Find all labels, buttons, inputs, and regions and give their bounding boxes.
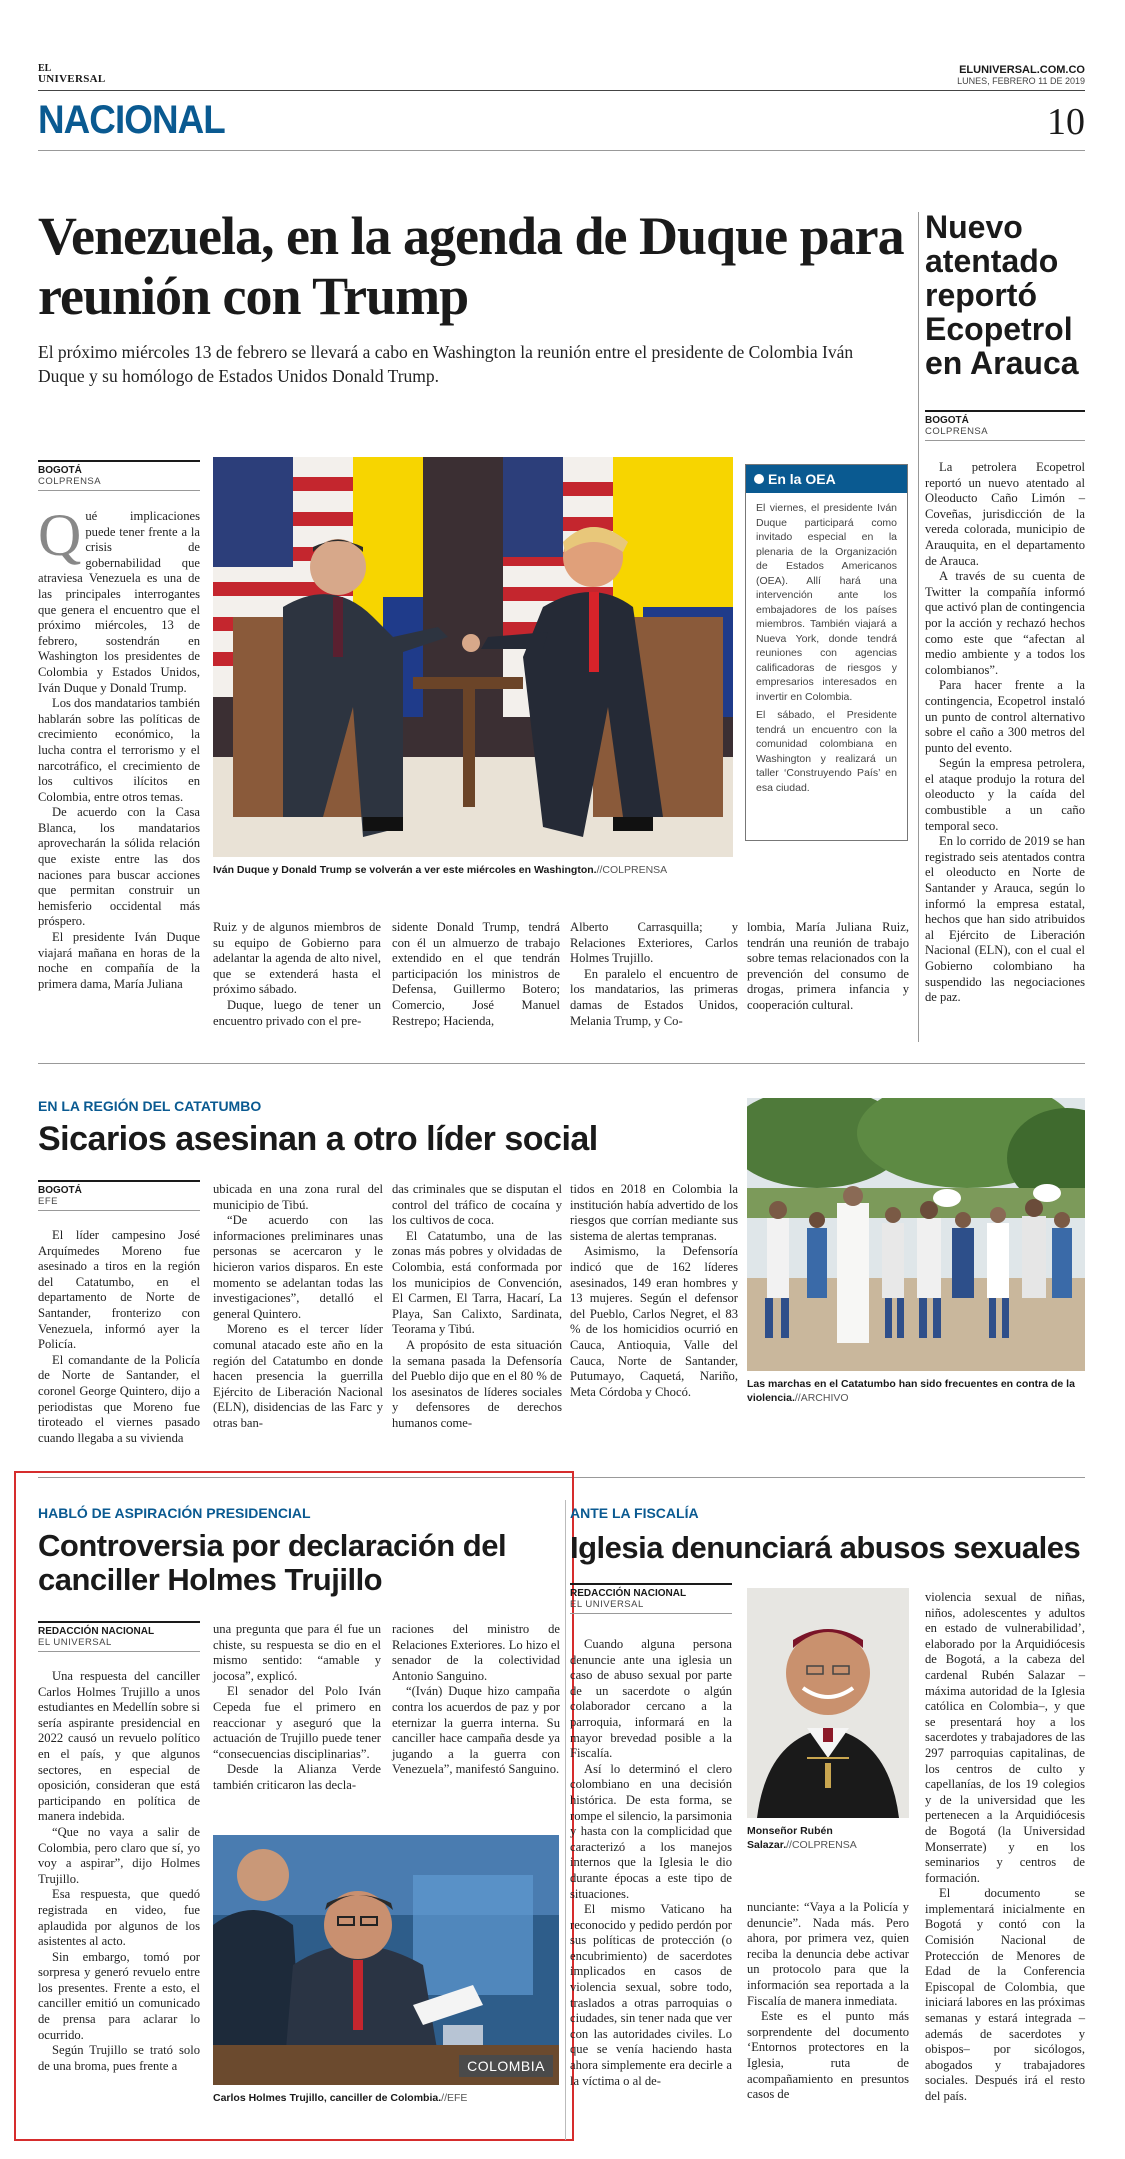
ecopetrol-para: Para hacer frente a la contingencia, Ecopetrol instaló un punto de control alternativo sobre el caño a 300 metros del punto del evento. (925, 678, 1085, 755)
catatumbo-byline-agency: EFE (38, 1196, 200, 1211)
lead-headline: Venezuela, en la agenda de Duque para reunión con Trump (38, 206, 904, 326)
ecopetrol-para: Según la empresa petrolera, el ataque produjo la rotura del oleoducto y la caída del combustible a un caño temporal seco. (925, 756, 1085, 833)
iglesia-para: El mismo Vaticano ha reconocido y pedido perdón por sus políticas de protección (o encubrimiento) de sacerdotes implicados en casos de violencia sexual, sobre todo, traslados a otras parroquias o ciudades, sin tener nada que ver con las autoridades civiles. Lo que se venía haciendo hasta ahora simplemente era decirle a la víctima o al de- (570, 1902, 732, 2088)
iglesia-para: Cuando alguna persona denuncie ante una iglesia un caso de abuso sexual por parte de un sacerdote o algún colaborador cercano a la parroquia, informará en la mayor brevedad posible a la Fiscalía. (570, 1637, 732, 1761)
iglesia-para: Este es el punto más sorprendente del documento ‘Entornos protectores en la Iglesia, ruta de acompañamiento en presuntos casos de (747, 2009, 909, 2102)
lead-para: Alberto Carrasquilla; y Relaciones Exteriores, Carlos Holmes Trujillo. (570, 920, 738, 966)
catatumbo-para: ubicada en una zona rural del municipio de Tibú. (213, 1182, 383, 1212)
section-title: NACIONAL (38, 98, 225, 142)
holmes-kicker: HABLÓ DE ASPIRACIÓN PRESIDENCIAL (38, 1505, 311, 1521)
iglesia-caption-credit: //COLPRENSA (786, 1839, 857, 1851)
catatumbo-col4 (570, 1182, 738, 1400)
iglesia-kicker: ANTE LA FISCALÍA (570, 1505, 699, 1521)
lead-byline-agency: COLPRENSA (38, 476, 200, 491)
iglesia-para: El documento se implementará inicialmente en Bogotá y contó con la Comisión Nacional de Protección de Menores de Edad de la Conferencia Episcopal de Colombia, que iniciará labores en las próximas semanas y estará integrada –además de sacerdotes y obispos– por sicólogos, abogados y trabajadores sociales. Después irá el resto del país. (925, 1886, 1085, 2103)
catatumbo-headline: Sicarios asesinan a otro líder social (38, 1120, 598, 1158)
catatumbo-para: A propósito de esta situación la semana pasada la Defensoría del Pueblo dijo que en el 80 % de los asesinatos de líderes sociales y defensores de derechos humanos come- (392, 1337, 562, 1430)
lead-byline (38, 460, 200, 499)
sidebar-oea-title: En la OEA (768, 471, 836, 487)
iglesia-byline (570, 1583, 732, 1622)
ecopetrol-byline (925, 410, 1085, 449)
catatumbo-col2 (213, 1182, 383, 1432)
catatumbo-byline-city: BOGOTÁ (38, 1180, 200, 1196)
iglesia-col2 (747, 1900, 909, 2103)
sidebar-oea-body (746, 493, 907, 803)
lead-para: El presidente Iván Duque viajará mañana en horas de la noche en compañía de la primera dama, María Juliana (38, 930, 200, 991)
iglesia-caption-text: Monseñor Rubén Salazar. (747, 1825, 833, 1851)
holmes-para: Según Trujillo se trató solo de una broma, pues frente a (38, 2043, 200, 2073)
catatumbo-photo-caption (747, 1377, 1085, 1405)
sidebar-oea-header (746, 465, 907, 493)
masthead-date: LUNES, FEBRERO 11 DE 2019 (957, 76, 1085, 86)
catatumbo-para: El comandante de la Policía de Norte de Santander, el coronel George Quintero, dijo a periodistas que Moreno fue tiroteado el viernes pasado cuando llegaba a su vivienda (38, 1352, 200, 1445)
holmes-para: Una respuesta del canciller Carlos Holmes Trujillo a unos estudiantes en Medellín sobre si sería aspirante presidencial en 2022 causó un revuelo político en el país, y que algunos sectores, en especial de oposición, consideran que está participando en política de manera indebida. (38, 1669, 200, 1824)
catatumbo-para: Moreno es el tercer líder comunal atacado este año en la región del Catatumbo en donde hacen presencia la guerrilla Ejército de Liberación Nacional (ELN), disidencias de las Farc y otras ban- (213, 1322, 383, 1430)
catatumbo-col3 (392, 1182, 562, 1432)
holmes-byline-agency: EL UNIVERSAL (38, 1637, 200, 1652)
catatumbo-para: El Catatumbo, una de las zonas más pobres y olvidadas de Colombia, está conformada por los municipios de Convención, El Carmen, El Tarra, Hacarí, La Playa, San Calixto, Sardinata, Teorama y Tibú. (392, 1228, 562, 1337)
ecopetrol-divider (918, 212, 919, 1042)
iglesia-photo-caption (747, 1824, 909, 1852)
iglesia-col1 (570, 1637, 732, 2089)
catatumbo-para: Asimismo, la Defensoría indicó que de 162 líderes asesinados, 149 eran hombres y 13 mujeres. Según el defensor del Pueblo, Carlos Negret, el 83 % de los homicidios ocurrió en Cauca, Antioquia, Valle del Cauca, Norte de Santander, Putumayo, Caquetá, Nariño, Meta Córdoba y Chocó. (570, 1244, 738, 1399)
lead-para: De acuerdo con la Casa Blanca, los mandatarios aprovecharán la sólida relación que existe entre las dos naciones para buscar acciones que permitan construir un hemisferio occidental más próspero. (38, 805, 200, 929)
lead-para: En paralelo el encuentro de los mandatarios, las primeras damas de Estados Unidos, Melania Trump, y Co- (570, 966, 738, 1028)
lead-col1 (38, 502, 200, 992)
lead-caption-credit: //COLPRENSA (596, 864, 668, 876)
ecopetrol-para: En lo corrido de 2019 se han registrado seis atentados contra el oleoducto en Norte de Santander y Arauca, según lo informó la empresa estatal, hechos que han sido atribuidos al Ejército de Liberación Nacional (ELN), con el cual el Gobierno colombiano ha suspendido las negociaciones de paz. (925, 834, 1085, 1005)
catatumbo-para: das criminales que se disputan el control del tráfico de cocaína y los cultivos de coca. (392, 1182, 562, 1228)
catatumbo-para: “De acuerdo con las informaciones preliminares unas personas se acercaron y le hicieron varios disparos. En este momento se adelantan todas las investigaciones”, detalló el general Quintero. (213, 1213, 383, 1321)
lead-photo-duque-trump (213, 457, 733, 857)
catatumbo-photo-march (747, 1098, 1085, 1371)
section-rule-2 (38, 1063, 1085, 1064)
masthead-site[interactable]: ELUNIVERSAL.COM.CO (959, 64, 1085, 76)
holmes-para: Esa respuesta, que quedó registrada en video, fue aplaudida por algunos de los asistentes al acto. (38, 1887, 200, 1949)
iglesia-para: violencia sexual de niñas, niños, adolescentes y adultos en estado de vulnerabilidad’, elaborado por la Arquidiócesis de Bogotá, a la cabeza del cardenal Rubén Salazar –máxima autoridad de la Iglesia católica en Colombia–, y que se presentará hoy a los sacerdotes y trabajadores de las 297 parroquias capitalinas, de los centros de culto y capellanías, de los 19 colegios y de la universidad que les pertenecen a la Arquidiócesis de Bogotá (la Universidad Monserrate) y en los seminarios y centros de formación. (925, 1590, 1085, 1885)
iglesia-para: Así lo determinó el clero colombiano en una decisión histórica. De esta forma, se rompe el silencio, la parsimonia y hasta con la complicidad que caracterizó a los manejos internos que la Iglesia le dio durante épocas a este tipo de situaciones. (570, 1761, 732, 1901)
page-number: 10 (1047, 101, 1085, 143)
holmes-col3 (392, 1622, 560, 1778)
ecopetrol-para: A través de su cuenta de Twitter la compañía informó que activó plan de contingencia por la acción y rechazó hechos como este que “afectan al medio ambiente y a todos los colombianos”. (925, 569, 1085, 677)
holmes-col1 (38, 1669, 200, 2074)
lead-para: Ruiz y de algunos miembros de su equipo de Gobierno para adelantar la agenda de alto nivel, que se extenderá hasta el próximo sábado. (213, 920, 381, 997)
lead-col3 (392, 920, 560, 1029)
ecopetrol-byline-agency: COLPRENSA (925, 426, 1085, 441)
section-rule (38, 150, 1085, 151)
catatumbo-col1 (38, 1228, 200, 1446)
holmes-photo-nameplate: COLOMBIA (459, 2055, 553, 2077)
holmes-caption-credit: //EFE (441, 2092, 468, 2104)
holmes-para: Desde la Alianza Verde también criticaron las decla- (213, 1762, 381, 1792)
lead-deck: El próximo miércoles 13 de febrero se llevará a cabo en Washington la reunión entre el presidente de Colombia Iván Duque y su homólogo de Estados Unidos Donald Trump. (38, 342, 854, 386)
masthead-logo (38, 64, 106, 84)
lead-photo-caption (213, 863, 733, 877)
ecopetrol-headline: Nuevo atentado reportó Ecopetrol en Arauca (925, 209, 1079, 381)
dropcap: Q (38, 502, 82, 568)
ecopetrol-para: La petrolera Ecopetrol reportó un nuevo atentado al Oleoducto Caño Limón – Coveñas, jurisdicción de la vereda colorada, municipio de Arauquita, en el departamento de Arauca. (925, 460, 1085, 568)
sidebar-para: El viernes, el presidente Iván Duque participará como invitado especial en la plenaria de la Organización de Estados Americanos (OEA). Allí hará una intervención ante los embajadores de los países miembros. También viajará a Nueva York, donde tendrá reuniones con agencias calificadoras de riesgos y empresarios interesados en invertir en Colombia. (756, 502, 897, 703)
lead-para: Los dos mandatarios también hablarán sobre las políticas de crecimiento económico, la lucha contra el terrorismo y el narcotráfico, el crecimiento de los cultivos ilícitos en Colombia, entre otros temas. (38, 696, 200, 804)
lead-para: lombia, María Juliana Ruiz, tendrán una reunión de trabajo sobre temas relacionados con la prevención del consumo de drogas, primera infancia y cooperación cultural. (747, 920, 909, 1012)
catatumbo-kicker: EN LA REGIÓN DEL CATATUMBO (38, 1098, 262, 1114)
holmes-para: El senador del Polo Iván Cepeda fue el primero en reaccionar y aseguró que la actuación de Trujillo puede tener “consecuencias disciplinarias”. (213, 1684, 381, 1761)
ecopetrol-body (925, 460, 1085, 1006)
logo-line2: UNIVERSAL (38, 73, 106, 85)
catatumbo-para: tidos en 2018 en Colombia la institución había advertido de los riesgos que corrían mediante sus sistema de alertas tempranas. (570, 1182, 738, 1243)
holmes-photo-caption (213, 2091, 559, 2105)
holmes-para: una pregunta que para él fue un chiste, su respuesta se dio en el mismo sentido: “amable y jocosa”, explicó. (213, 1622, 381, 1683)
holmes-byline (38, 1621, 200, 1660)
lead-caption-text: Iván Duque y Donald Trump se volverán a ver este miércoles en Washington. (213, 864, 597, 876)
holmes-para: “Que no vaya a salir de Colombia, pero claro que sí, yo voy a aspirar”, dijo Holmes Trujillo. (38, 1824, 200, 1886)
sidebar-oea (745, 464, 908, 841)
holmes-photo (213, 1835, 559, 2085)
catatumbo-caption-credit: //ARCHIVO (794, 1392, 849, 1404)
lead-para: ué implicaciones puede tener frente a la crisis de gobernabilidad que atraviesa Venezuela es una de las principales interrogantes que genera el encuentro que el próximo miércoles, 13 de febrero, sostendrán en Washington los presidentes de Colombia y Estados Unidos, Iván Duque y Donald Trump. (38, 509, 200, 695)
sidebar-para: El sábado, el Presidente tendrá un encuentro con la comunidad colombiana en Washington y realizará un taller ‘Construyendo País’ en esa ciudad. (756, 709, 897, 794)
logo-line1: EL (38, 63, 52, 74)
holmes-caption-text: Carlos Holmes Trujillo, canciller de Colombia. (213, 2092, 442, 2104)
lead-col5 (747, 920, 909, 1014)
ecopetrol-byline-city: BOGOTÁ (925, 410, 1085, 426)
catatumbo-para: El líder campesino José Arquímedes Moreno fue asesinado a tiros en la región del Catatumbo, en el departamento de Norte de Santander, fronterizo con Venezuela, informó ayer la Policía. (38, 1228, 200, 1352)
iglesia-col3 (925, 1590, 1085, 2105)
holmes-para: Sin embargo, tomó por sorpresa y generó revuelo entre los presentes. Frente a esto, el canciller emitió un comunicado de prensa para aclarar lo ocurrido. (38, 1949, 200, 2042)
masthead-rule (38, 90, 1085, 91)
catatumbo-caption-text: Las marchas en el Catatumbo han sido frecuentes en contra de la violencia. (747, 1378, 1075, 1404)
bullet-icon (754, 474, 764, 484)
holmes-para: “(Iván) Duque hizo campaña contra los acuerdos de paz y por eternizar la guerra interna. Su canciller hace campaña desde ya jugando a la guerra con Venezuela”, manifestó Sanguino. (392, 1684, 560, 1777)
iglesia-photo-salazar (747, 1588, 909, 1818)
iglesia-byline-city: REDACCIÓN NACIONAL (570, 1583, 732, 1599)
catatumbo-byline (38, 1180, 200, 1219)
iglesia-headline: Iglesia denunciará abusos sexuales (570, 1530, 1081, 1565)
iglesia-byline-agency: EL UNIVERSAL (570, 1599, 732, 1614)
lead-byline-city: BOGOTÁ (38, 460, 200, 476)
iglesia-para: nunciante: “Vaya a la Policía y denuncie”. Nada más. Pero ahora, por primera vez, quien reciba la denuncia debe activar un protocolo para que la información sea reportada a la Fiscalía de manera inmediata. (747, 1900, 909, 2008)
iglesia-divider (565, 1500, 566, 2140)
holmes-headline: Controversia por declaración del canciller Holmes Trujillo (38, 1528, 507, 1597)
holmes-col2 (213, 1622, 381, 1794)
lead-col2 (213, 920, 381, 1029)
holmes-byline-city: REDACCIÓN NACIONAL (38, 1621, 200, 1637)
lead-col4 (570, 920, 738, 1029)
holmes-para: raciones del ministro de Relaciones Exteriores. Lo hizo el senador de la colectividad Antonio Sanguino. (392, 1622, 560, 1683)
lead-para: Duque, luego de tener un encuentro privado con el pre- (213, 997, 381, 1028)
lead-para: sidente Donald Trump, tendrá con él un almuerzo de trabajo extendido en el que tendrán participación los ministros de Defensa, Guillermo Botero; Comercio, José Manuel Restrepo; Hacienda, (392, 920, 560, 1028)
